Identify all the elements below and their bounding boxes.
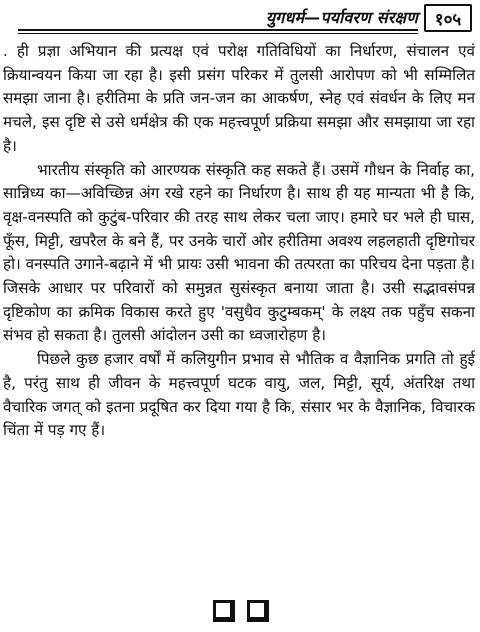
paragraph: . ही प्रज्ञा अभियान की प्रत्यक्ष एवं परोक्ष गतिविधियों का निर्धारण, संचालन एवं क्रियान्वयन किया जा रहा है। इसी प्रसंग परिकर में तुलसी आरोपण को भी सम्मिलित समझा जाना है। हरीतिमा के प्रति जन-जन का आकर्षण, स्नेह एवं संवर्धन के लिए मन मचले, इस दृष्टि से उसे धर्मक्षेत्र की एक महत्त्वपूर्ण प्रक्रिया समझा और समझाया जा रहा है। bbox=[3, 42, 475, 155]
square-ornament-icon bbox=[247, 600, 267, 620]
body-text bbox=[3, 40, 475, 443]
running-title: युगधर्म—पर्यावरण संरक्षण bbox=[265, 8, 418, 27]
page-header bbox=[0, 0, 480, 34]
paragraph: पिछले कुछ हजार वर्षों में कलियुगीन प्रभाव से भौतिक व वैज्ञानिक प्रगति तो हुई है, परंतु साथ ही जीवन के महत्त्वपूर्ण घटक वायु, जल, मिट्टी, सूर्य, अंतरिक्ष तथा वैचारिक जगत् को इतना प्रदूषित कर दिया गया है कि, संसार भर के वैज्ञानिक, विचारक चिंता में पड़ गए हैं। bbox=[3, 350, 475, 440]
header-rule bbox=[18, 29, 418, 31]
header-rule-thin bbox=[18, 33, 418, 34]
paragraph: भारतीय संस्कृति को आरण्यक संस्कृति कह सकते हैं। उसमें गौधन के निर्वाह का, सान्निध्य का—अविच्छिन्न अंग रखे रहने का निर्धारण है। साथ ही यह मान्यता भी है कि, वृक्ष-वनस्पति को कुटुंब-परिवार की तरह साथ लेकर चला जाए। हमारे घर भले ही घास, फूँस, मिट्टी, खपरैल के बने हैं, पर उनके चारों ओर हरीतिमा अवश्य लहलहाती दृष्टिगोचर हो। वनस्पति उगाने-बढ़ाने में भी प्रायः उसी भावना की तत्परता का परिचय देना पड़ता है। जिसके आधार पर परिवारों को समुन्नत सुसंस्कृत बनाया जाता है। उसी सद्भावसंपन्न दृष्टिकोण का क्रमिक विकास करते हुए 'वसुधैव कुटुम्बकम्' के लक्ष्य तक पहुँच सकना संभव हो सकता है। तुलसी आंदोलन उसी का ध्वजारोहण है। bbox=[3, 160, 475, 345]
end-ornament bbox=[0, 600, 480, 626]
square-ornament-icon bbox=[213, 600, 233, 620]
page-number: १०५ bbox=[424, 4, 472, 32]
